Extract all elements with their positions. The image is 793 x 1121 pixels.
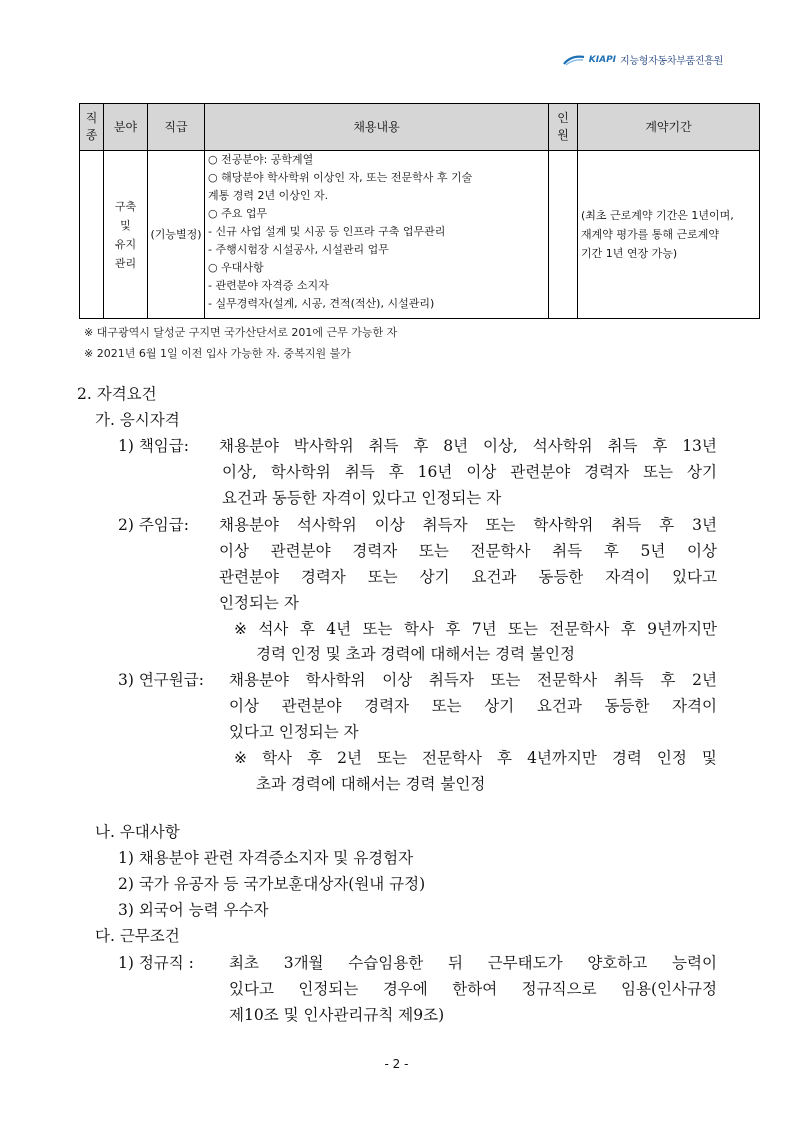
work-item-label: 1) 정규직 : (118, 954, 194, 972)
item2-note: 경력 인정 및 초과 경력에 대해서는 경력 불인정 (256, 645, 575, 663)
preference-item: 2) 국가 유공자 등 국가보훈대상자(원내 규정) (118, 875, 426, 893)
item2-line: 관련분야 경력자 또는 상기 요건과 동등한 자격이 있다고 (219, 568, 717, 586)
recruitment-table (79, 103, 760, 319)
header-content: 채용내용 (205, 104, 549, 151)
cell-contract-period: (최초 근로계약 기간은 1년이며, 재계약 평가를 통해 근로계약 기간 1년 연장 가능) (578, 151, 760, 319)
preference-item: 3) 외국어 능력 우수자 (118, 901, 269, 919)
item1-line: 요건과 동등한 자격이 있다고 인정되는 자 (222, 489, 502, 507)
item1-line: 이상, 학사학위 취득 후 16년 이상 관련분야 경력자 또는 상기 (222, 463, 717, 481)
header-contract-period: 계약기간 (578, 104, 760, 151)
logo-mark: KIAPI (588, 54, 617, 65)
work-item-line: 있다고 인정되는 경우에 한하여 정규직으로 임용(인사규정 (229, 980, 717, 998)
org-logo (563, 52, 723, 67)
page-number: - 2 - (384, 1057, 409, 1071)
kiapi-swoosh-icon (563, 54, 585, 66)
item3-line: 채용분야 학사학위 이상 취득자 또는 전문학사 취득 후 2년 (229, 671, 717, 689)
item2-line: 채용분야 석사학위 이상 취득자 또는 학사학위 취득 후 3년 (219, 516, 717, 534)
subsection-ga-title: 가. 응시자격 (95, 411, 180, 429)
cell-content: ○ 전공분야: 공학계열 ○ 해당분야 학사학위 이상인 자, 또는 전문학사 후 기술 계통 경력 2년 이상인 자. ○ 주요 업무 - 신규 사업 설계 및 시공 등 인프라 구축 업무관리 - 주행시험장 시설공사, 시설관리 업무 ○ 우대사항 - 관련분야 자격증 소지자 - 실무경력자(설계, 시공, 견적(적산), 시설관리) (205, 151, 549, 319)
item3-line: 이상 관련분야 경력자 또는 상기 요건과 동등한 자격이 (229, 697, 717, 715)
subsection-da-title: 다. 근무조건 (95, 927, 180, 945)
item3-note: 초과 경력에 대해서는 경력 불인정 (256, 775, 486, 793)
item1-label: 1) 책임급: (118, 437, 189, 455)
header-grade: 직급 (148, 104, 205, 151)
cell-job-type (80, 151, 104, 319)
note-location: ※ 대구광역시 달성군 구지면 국가산단서로 201에 근무 가능한 자 (84, 326, 398, 339)
item2-line: 이상 관련분야 경력자 또는 전문학사 취득 후 5년 이상 (219, 542, 717, 560)
table-header-row (80, 104, 760, 151)
item2-note: ※ 석사 후 4년 또는 학사 후 7년 또는 전문학사 후 9년까지만 (234, 620, 717, 638)
org-name: 지능형자동차부품진흥원 (620, 56, 723, 67)
header-headcount: 인 원 (549, 104, 578, 151)
item3-line: 있다고 인정되는 자 (229, 723, 359, 741)
item2-line: 인정되는 자 (219, 594, 299, 612)
table-row (80, 151, 760, 319)
item3-label: 3) 연구원급: (118, 671, 204, 689)
header-job-type: 직 종 (80, 104, 104, 151)
work-item-line: 최초 3개월 수습임용한 뒤 근무태도가 양호하고 능력이 (229, 954, 717, 972)
cell-field: 구축 및 유지 관리 (104, 151, 148, 319)
work-item-line: 제10조 및 인사관리규칙 제9조) (229, 1006, 445, 1024)
preference-item: 1) 채용분야 관련 자격증소지자 및 유경험자 (118, 849, 414, 867)
item1-line: 채용분야 박사학위 취득 후 8년 이상, 석사학위 취득 후 13년 (219, 437, 717, 455)
subsection-na-title: 나. 우대사항 (95, 823, 180, 841)
header-field: 분야 (104, 104, 148, 151)
note-start-date: ※ 2021년 6월 1일 이전 입사 가능한 자. 중복지원 불가 (84, 347, 351, 360)
cell-grade: (기능별정) (148, 151, 205, 319)
section-title: 2. 자격요건 (77, 385, 157, 403)
cell-headcount (549, 151, 578, 319)
table-notes (84, 322, 397, 364)
item3-note: ※ 학사 후 2년 또는 전문학사 후 4년까지만 경력 인정 및 (234, 749, 717, 767)
item2-label: 2) 주임급: (118, 516, 189, 534)
